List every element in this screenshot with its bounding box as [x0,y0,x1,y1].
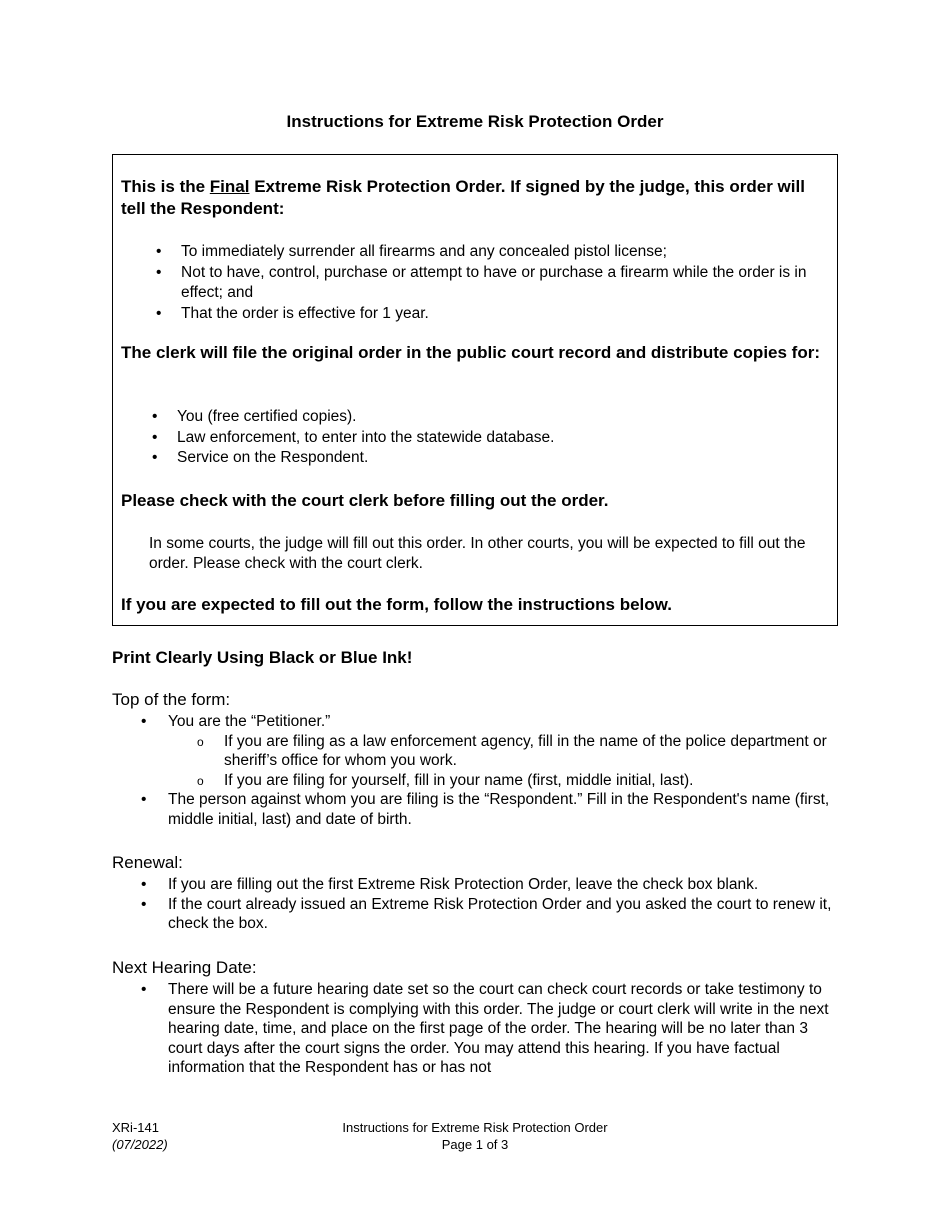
list-item: • Law enforcement, to enter into the statewide database. [177,428,817,449]
renewal-heading: Renewal: [112,853,183,872]
list-item: • That the order is effective for 1 year. [181,304,821,325]
clerk-paragraph: In some courts, the judge will fill out this order. In other courts, you will be expected to fill out the order. Please check with the court clerk. [149,535,806,572]
respondent-list [181,242,821,324]
next-hearing-list [168,980,843,1078]
next-hearing-heading: Next Hearing Date: [112,958,257,977]
clerk-file-heading: The clerk will file the original order in the public court record and distribute copies for: [121,343,820,362]
instructions-below-heading: If you are expected to fill out the form, follow the instructions below. [121,595,672,614]
copies-list [177,407,817,469]
final-order-heading-underlined: Final [209,177,250,196]
top-of-form-list [168,712,843,829]
final-order-heading-post: Extreme Risk Protection Order. If signed by the judge, this order will tell the Respondent: [121,177,805,218]
check-clerk-heading: Please check with the court clerk before filling out the order. [121,491,609,510]
list-item: • You (free certified copies). [177,407,817,428]
list-item: • If the court already issued an Extreme Risk Protection Order and you asked the court to renew it, check the box. [168,895,843,934]
footer-title-block [300,1119,650,1153]
footer-title: Instructions for Extreme Risk Protection Order [342,1120,608,1135]
list-item: • Not to have, control, purchase or attempt to have or purchase a firearm while the order is in effect; and [181,263,821,304]
list-item [168,712,843,790]
list-item: • The person against whom you are filing is the “Respondent.” Fill in the Respondent's name (first, middle initial, last) and date of birth. [168,790,843,829]
list-item: • There will be a future hearing date set so the court can check court records or take testimony to ensure the Respondent is complying with this order. The judge or court clerk will write in the next hearing date, time, and place on the first page of the order. The hearing will be no later than 3 court days after the court signs the order. You may attend this hearing. If you have factual information that the Respondent has or has not [168,980,843,1078]
final-order-heading-pre: This is the [121,177,210,196]
renewal-list [168,875,843,934]
list-item: o If you are filing as a law enforcement agency, fill in the name of the police department or sheriff’s office for whom you work. [224,732,843,771]
page-title: Instructions for Extreme Risk Protection Order [286,112,664,131]
petitioner-sublist [168,732,843,791]
list-item: • Service on the Respondent. [177,448,817,469]
print-clearly-heading: Print Clearly Using Black or Blue Ink! [112,648,413,667]
form-id: XRi-141 [112,1120,159,1135]
form-date: (07/2022) [112,1137,168,1152]
top-of-form-heading: Top of the form: [112,690,231,709]
list-item: o If you are filing for yourself, fill in your name (first, middle initial, last). [224,771,843,791]
list-item: • If you are filling out the first Extreme Risk Protection Order, leave the check box blank. [168,875,843,895]
summary-box [112,154,838,626]
footer-form-info [112,1119,168,1153]
petitioner-text: You are the “Petitioner.” [168,713,331,730]
list-item: • To immediately surrender all firearms and any concealed pistol license; [181,242,821,263]
final-order-heading [121,176,821,220]
page-number: Page 1 of 3 [441,1137,509,1152]
